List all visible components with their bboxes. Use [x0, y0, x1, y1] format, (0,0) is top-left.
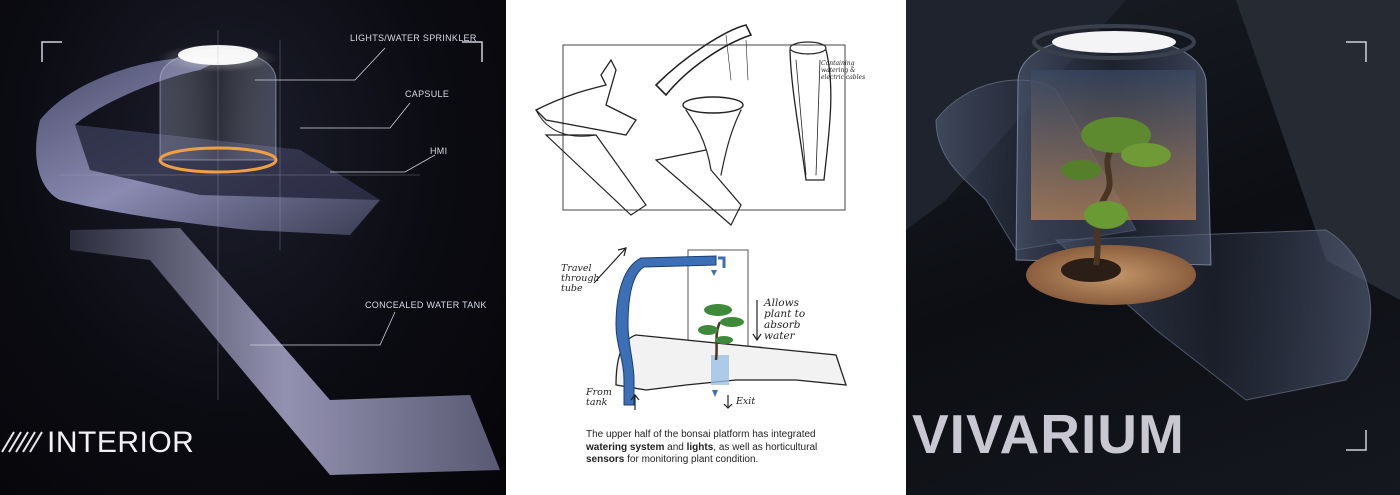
interior-render	[0, 0, 506, 495]
callout-hmi: HMI	[430, 146, 448, 156]
note-containing: Containing watering & electric cables	[821, 60, 866, 81]
interior-title: INTERIOR	[47, 426, 195, 459]
vivarium-title: VIVARIUM	[912, 403, 1185, 465]
note-travel: Travel through tube	[561, 263, 600, 294]
vivarium-panel	[906, 0, 1400, 495]
caption-text: The upper half of the bonsai platform has integrated watering system and lights, as well as horticultural sensors for monitoring plant condition.	[586, 429, 818, 465]
callout-lights: LIGHTS/WATER SPRINKLER	[350, 33, 477, 43]
callout-capsule: CAPSULE	[405, 89, 450, 99]
interior-panel	[0, 0, 506, 495]
sketch-panel	[506, 0, 906, 495]
note-from-tank: From tank	[586, 387, 612, 408]
callout-tank: CONCEALED WATER TANK	[365, 300, 487, 310]
note-allows: Allows plant to absorb water	[764, 297, 806, 342]
note-exit: Exit	[736, 396, 756, 407]
